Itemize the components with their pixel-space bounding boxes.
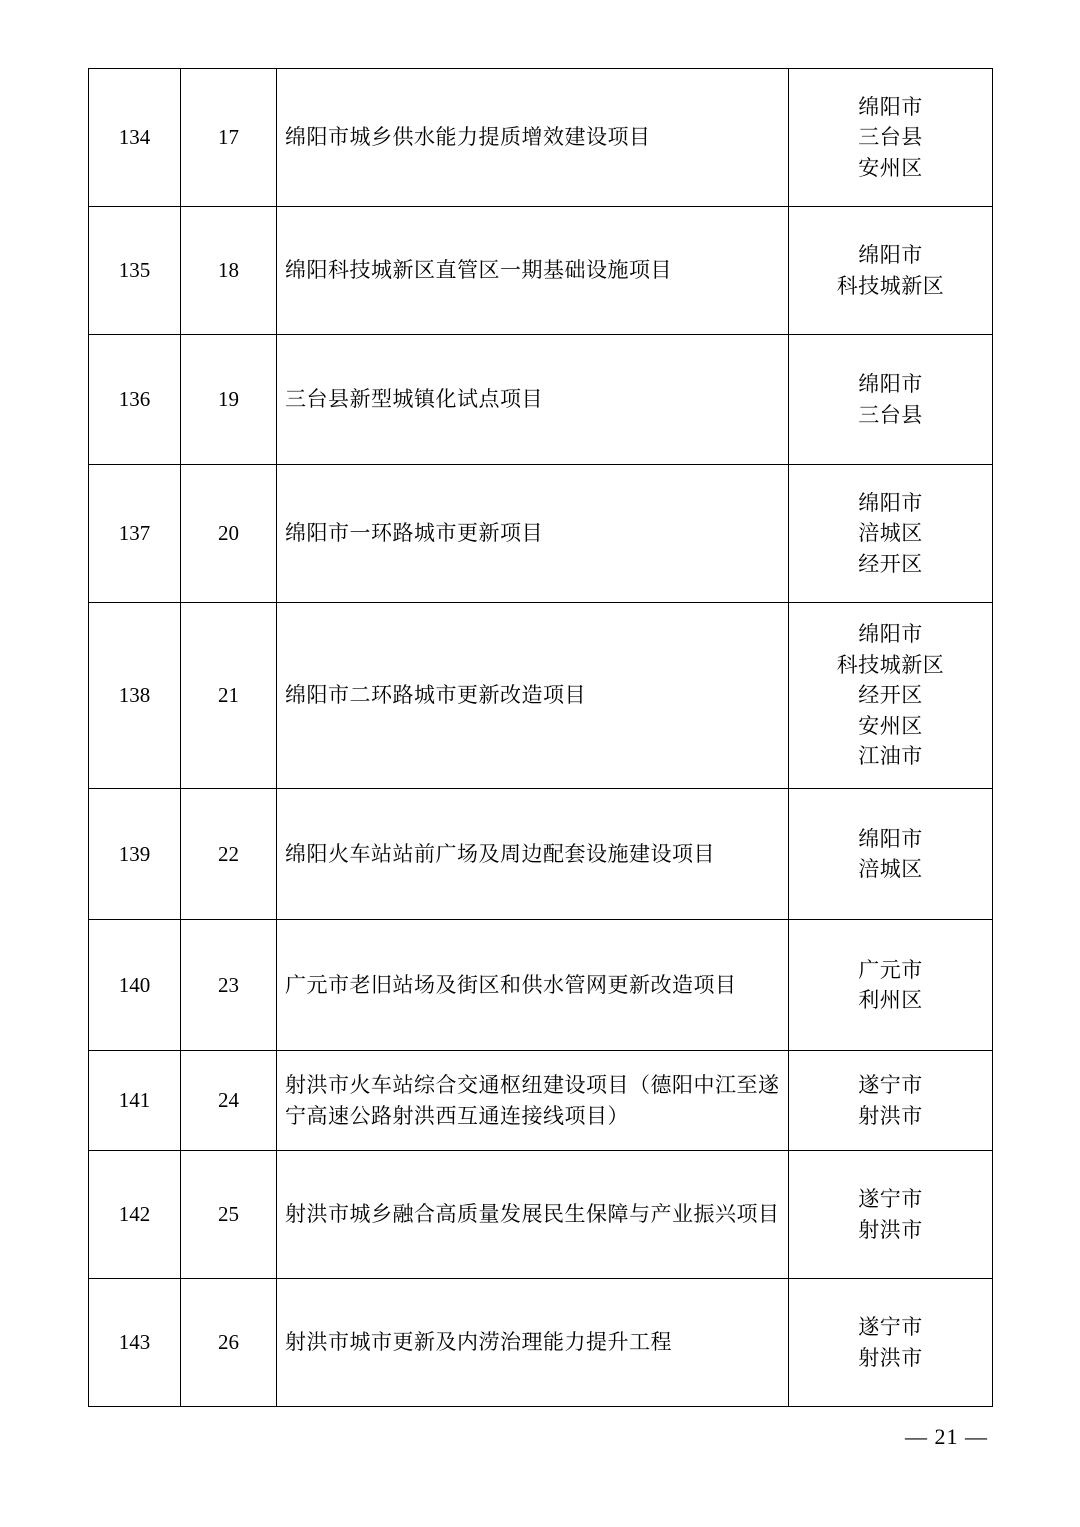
cell-sequence: 134 — [89, 69, 181, 207]
cell-number: 26 — [181, 1279, 277, 1407]
cell-sequence: 140 — [89, 920, 181, 1051]
cell-sequence: 137 — [89, 465, 181, 603]
cell-location — [789, 1279, 993, 1407]
table-row — [89, 207, 993, 335]
location-line: 遂宁市 — [858, 1073, 923, 1098]
location-line: 科技城新区 — [836, 273, 945, 298]
cell-sequence: 141 — [89, 1051, 181, 1151]
cell-location — [789, 69, 993, 207]
location-line: 绵阳市 — [858, 243, 923, 268]
table-body — [89, 69, 993, 1407]
location-line: 经开区 — [858, 551, 923, 576]
cell-project-name: 绵阳科技城新区直管区一期基础设施项目 — [277, 207, 789, 335]
cell-location — [789, 1151, 993, 1279]
location-line: 经开区 — [858, 683, 923, 708]
location-line: 遂宁市 — [858, 1315, 923, 1340]
location-line: 利州区 — [858, 988, 923, 1012]
cell-number: 17 — [181, 69, 277, 207]
cell-number: 21 — [181, 603, 277, 789]
location-line: 涪城区 — [858, 521, 923, 546]
table-row — [89, 603, 993, 789]
cell-sequence: 139 — [89, 789, 181, 920]
cell-sequence: 142 — [89, 1151, 181, 1279]
project-list-table — [88, 68, 993, 1407]
table-row — [89, 920, 993, 1051]
cell-sequence: 136 — [89, 335, 181, 465]
page-number: — 21 — — [905, 1424, 988, 1449]
cell-location — [789, 335, 993, 465]
cell-sequence: 135 — [89, 207, 181, 335]
cell-number: 25 — [181, 1151, 277, 1279]
location-line: 绵阳市 — [858, 94, 923, 119]
cell-number: 20 — [181, 465, 277, 603]
cell-project-name: 绵阳火车站站前广场及周边配套设施建设项目 — [277, 789, 789, 920]
cell-number: 18 — [181, 207, 277, 335]
location-line: 绵阳市 — [858, 622, 923, 647]
table-row — [89, 335, 993, 465]
location-line: 江油市 — [858, 744, 923, 769]
table-row — [89, 1051, 993, 1151]
cell-sequence: 143 — [89, 1279, 181, 1407]
cell-project-name: 绵阳市二环路城市更新改造项目 — [277, 603, 789, 789]
location-line: 射洪市 — [858, 1103, 923, 1128]
cell-project-name: 绵阳市一环路城市更新项目 — [277, 465, 789, 603]
table-row — [89, 1151, 993, 1279]
cell-location — [789, 789, 993, 920]
cell-location — [789, 465, 993, 603]
cell-sequence: 138 — [89, 603, 181, 789]
location-line: 安州区 — [858, 713, 923, 738]
location-line: 射洪市 — [858, 1345, 923, 1370]
cell-number: 23 — [181, 920, 277, 1051]
table-row — [89, 465, 993, 603]
location-line: 安州区 — [858, 155, 923, 180]
location-line: 绵阳市 — [858, 490, 923, 515]
location-line: 绵阳市 — [858, 372, 923, 397]
table-row — [89, 69, 993, 207]
table-row — [89, 789, 993, 920]
cell-location — [789, 603, 993, 789]
location-line: 三台县 — [858, 402, 923, 427]
location-line: 广元市 — [858, 957, 923, 982]
cell-location — [789, 920, 993, 1051]
cell-number: 24 — [181, 1051, 277, 1151]
location-line: 涪城区 — [858, 857, 923, 881]
cell-location — [789, 207, 993, 335]
location-line: 绵阳市 — [858, 826, 923, 851]
cell-project-name: 射洪市城市更新及内涝治理能力提升工程 — [277, 1279, 789, 1407]
cell-project-name: 三台县新型城镇化试点项目 — [277, 335, 789, 465]
cell-project-name: 射洪市城乡融合高质量发展民生保障与产业振兴项目 — [277, 1151, 789, 1279]
location-line: 遂宁市 — [858, 1187, 923, 1212]
table-row — [89, 1279, 993, 1407]
cell-number: 19 — [181, 335, 277, 465]
cell-location — [789, 1051, 993, 1151]
cell-project-name: 广元市老旧站场及街区和供水管网更新改造项目 — [277, 920, 789, 1051]
location-line: 射洪市 — [858, 1217, 923, 1242]
location-line: 科技城新区 — [836, 652, 945, 677]
location-line: 三台县 — [858, 125, 923, 150]
cell-project-name: 射洪市火车站综合交通枢纽建设项目（德阳中江至遂宁高速公路射洪西互通连接线项目） — [277, 1051, 789, 1151]
cell-number: 22 — [181, 789, 277, 920]
cell-project-name: 绵阳市城乡供水能力提质增效建设项目 — [277, 69, 789, 207]
